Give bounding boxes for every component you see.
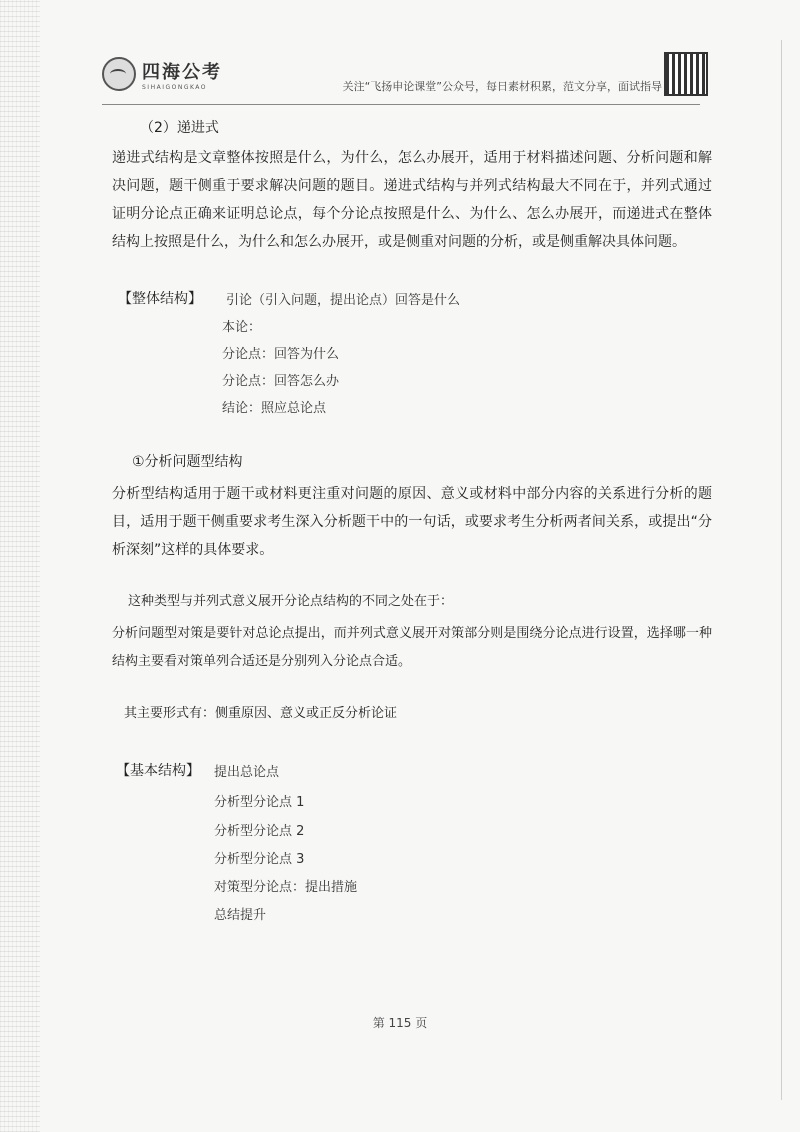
basic-structure-item: 对策型分论点：提出措施: [214, 880, 358, 895]
logo-english-text: SIHAIGONGKAO: [142, 83, 208, 91]
header-divider: [102, 104, 700, 105]
overall-structure-label: 【整体结构】: [118, 291, 202, 307]
logo-chinese-text: 四海公考: [142, 61, 222, 83]
section-title: （2）递进式: [140, 120, 219, 136]
basic-structure-item: 总结提升: [214, 908, 267, 923]
scan-edge-noise: [0, 0, 40, 1132]
difference-intro: 这种类型与并列式意义展开分论点结构的不同之处在于：: [128, 594, 454, 609]
page-header: [102, 52, 702, 104]
main-forms: 其主要形式有：侧重原因、意义或正反分析论证: [124, 706, 398, 721]
basic-structure-item: 分析型分论点 1: [214, 795, 305, 810]
page-edge-line: [781, 40, 782, 1100]
basic-structure-item: 提出总论点: [214, 765, 280, 780]
overall-structure-item: 引论（引入问题，提出论点）回答是什么: [226, 293, 461, 308]
basic-structure-item: 分析型分论点 2: [214, 824, 305, 839]
overall-structure-item: 分论点：回答为什么: [222, 347, 340, 362]
analysis-title: ①分析问题型结构: [132, 454, 243, 470]
overall-structure-item: 结论：照应总论点: [222, 401, 327, 416]
brand-logo: [102, 52, 242, 96]
difference-paragraph: 分析问题型对策是要针对总论点提出，而并列式意义展开对策部分则是围绕分论点进行设置，选择哪一种结构主要看对策单列合适还是分别列入分论点合适。: [112, 626, 712, 669]
overall-structure-item: 分论点：回答怎么办: [222, 374, 340, 389]
header-note: 关注“飞扬申论课堂”公众号，每日素材积累，范文分享，面试指导: [342, 80, 662, 93]
page-number: 第 115 页: [372, 1016, 428, 1030]
basic-structure-label: 【基本结构】: [116, 763, 200, 779]
qr-code-icon: [664, 52, 708, 96]
logo-emblem-icon: [102, 57, 136, 91]
overall-structure-item: 本论：: [222, 320, 262, 335]
intro-paragraph: 递进式结构是文章整体按照是什么，为什么，怎么办展开，适用于材料描述问题、分析问题和解决问题，题干侧重于要求解决问题的题目。递进式结构与并列式结构最大不同在于，并列式通过证明分论点正确来证明总论点，每个分论点按照是什么、为什么、怎么办展开，而递进式在整体结构上按照是什么，为什么和怎么办展开，或是侧重对问题的分析，或是侧重解决具体问题。: [112, 150, 712, 250]
basic-structure-item: 分析型分论点 3: [214, 852, 305, 867]
analysis-paragraph: 分析型结构适用于题干或材料更注重对问题的原因、意义或材料中部分内容的关系进行分析的题目，适用于题干侧重要求考生深入分析题干中的一句话，或要求考生分析两者间关系，或提出“分析深刻”这样的具体要求。: [112, 486, 712, 558]
